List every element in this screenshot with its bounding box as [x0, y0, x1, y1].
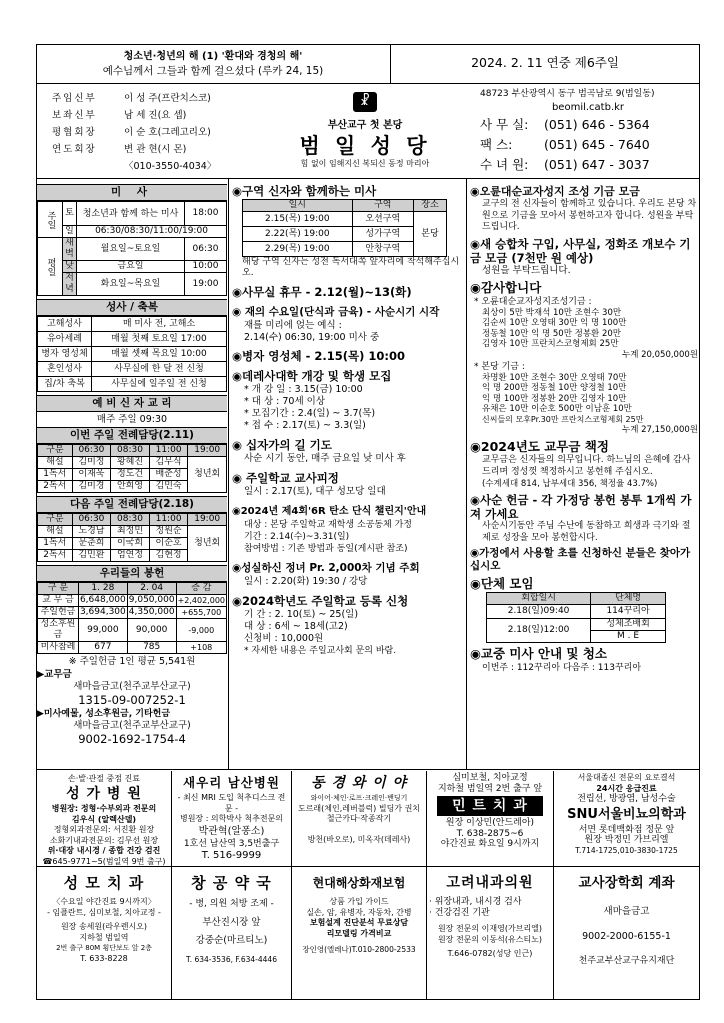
ad-donggyeong-wire: 동 경 와 이 야 와이어·체인·로프·크레인·밴딩기 도르래(체인,레버블럭) 빌딩가 권치 철근카다·작종작기 방천(바오로), 미옥자(데레사) — [292, 771, 427, 866]
lent-title: ◉사순 헌금 - 각 가정당 봉헌 봉투 1개씩 가져 가세요 — [470, 493, 692, 521]
ad-goryeo-clinic: 고려내과의원 · 위장내과, 내시경 검사 · 건강검진 기관 원장 전문의 이재영(가브리엘) 원장 전문의 이동석(유스티노) T.646-0782(성당 인근) — [427, 867, 554, 999]
header-divider — [390, 44, 391, 84]
ash-wednesday-title: ◉ 재의 수요일(단식과 금육) - 사순시기 시작 — [232, 306, 440, 318]
account-bank-2: 새마을금고(천주교부산교구) — [73, 720, 191, 731]
middle-column: ◉구역 신자와 함께하는 미사 일시 구역 장소 2.15(목) 19:00 오션구역 본당 2.22(목) 19:00 성가구역 2.29(목) 19:00 안창구역 해당 구역 신자는 성전 독서대쪽 앞자리에 착석해주십시오. ◉사무실 휴무 - 2.12(월)~13(화) ◉ 재의 수요일(단식과 금육) - 사순시기 시작 재를 미리에 얹는 예식 : 2.14(수) 06:30, 19:00 미사 중 ◉병자 영성체 - 2.15(목) 10:00 ◉데레사대학 개강 및 학생 모집 * 개 강 일 : 3.15(금) 10:00 * 대 상 : 70세 이상 * 모집기간 : 2.4(일) ~ 3.7(목) * 접 수 : 2.17(토) ~ 3.3(일) ◉ 십자가의 길 기도 사순 시기 동안, 매주 금요일 낮 미사 후 ◉ 주일학교 교사피정 일시 : 2.17(토), 대구 성모당 일대 ◉2024년 제4회'6R 탄소 단식 챌린지'안내 대상 : 본당 주일학교 재학생 소공동체 가정 기간 : 2.14(수)~3.31(일) 참여방법 : 기존 방법과 동일(게시판 참조) ◉성실하신 정녀 Pr. 2,000차 기념 주회 일시 : 2.20(화) 19:30 / 강당 ◉2024학년도 주일학교 등록 신청 기 간 : 2. 10(토) ~ 25(일) 대 상 : 6세 ~ 18세(고2) 신청비 : 10,000원 * 자세한 내용은 주일교사회 문의 바람. — [232, 181, 463, 657]
mass-table: 주일 토 청소년과 함께 하는 미사 18:00 일 06:30/08:30/11:00/19:00 평일 새벽 월요일~토요일 06:30 낮 금요일 10:00 저녁 화요일~목요일 19:00 — [37, 201, 227, 296]
staff-phone: 〈010-3550-4034〉 — [124, 161, 217, 172]
account-label-2: ▶미사예물, 성소후원금, 기타헌금 — [37, 709, 171, 719]
district-mass-title: ◉구역 신자와 함께하는 미사 — [232, 184, 377, 198]
ad-snu-urology: 서울대졸신 전문의 요로결석 24시간 응급진료 전립선, 방광염, 남성수술 SNU서울비뇨의학과 서면 롯데백화점 정문 앞 원장 박정민 가브리엘 T.714-1725,010-3830-1725 — [567, 773, 686, 855]
account-num-1: 1315-09-007252-1 — [78, 693, 186, 707]
university-title: ◉데레사대학 개강 및 학생 모집 — [232, 369, 392, 383]
candle-title: ◉가정에서 사용할 초를 신청하신 분들은 찾아가십시오 — [470, 547, 691, 572]
sick-communion: ◉병자 영성체 - 2.15(목) 10:00 — [232, 349, 405, 363]
ad-saeuri-hospital: 새우리 남산병원 - 최신 MRI 도입 척추디스크 전문 - 병원장 : 의학박사 척추전문의 박관혁(알퐁소) 1호선 남산역 3,5번출구 T. 516-9999 — [172, 771, 292, 866]
ad-sungga-hospital: 손·발·관절 중점 진료 성 가 병 원 병원장: 정형·수부외과 전문의 김우식 (알렉산델) 정형외과전문의: 서진환 원장 소화기내과전문의: 김무선 원장 위·대장 내시경 / 종합 건강 검진 ☎645-9771~5(범일역 9번 출구) — [37, 771, 172, 866]
duty-next-table: 구분 06:30 08:30 11:00 19:00 해설 노경남 최정민 정원순 청년회 1독서 문춘희 이국희 이순호 2독서 김민환 엄연정 김현정 — [37, 513, 227, 562]
thanks-title: ◉감사합니다 — [470, 279, 542, 295]
cleaning-title: ◉교중 미사 안내 및 청소 — [470, 646, 607, 661]
building-fund-title: ◉새 승합차 구입, 사무실, 정화조 개보수 기금 모금 (7천만 원 예상) — [470, 236, 691, 265]
ad-mint-dental: 심미보철, 치아교정 지하철 범일역 2번 출구 앞 민 트 치 과 원장 이상민(안드레아) T. 638-2875~6 야간진료 화요일 9시까지 — [427, 771, 554, 866]
shrine-title: ◉오륜대순교자성지 조성 기금 모금 — [470, 185, 640, 198]
ad-hyundai-insurance: 현대해상화재보험 상품 가입 가이드 실손, 암, 유병자, 자동차, 간병 보험설계 진단분석 무료상담 리모델링 가격비교 장인영(엘레나)T.010-2800-2533 — [292, 867, 427, 999]
offering-table: 구 분 1. 28 2. 04 증 감 교 무 금 6,648,000 9,050,000 +2,402,000 주일헌금 3,694,300 4,350,000 +655,700 성소후원금 99,000 90,000 -9,000 미사참례 677 785 +108 — [37, 582, 227, 654]
website[interactable]: beomil.catb.kr — [551, 102, 625, 113]
church-logo-icon: ☧ — [353, 92, 377, 112]
ad-changgong-pharmacy: 창 공 약 국 - 병, 의원 처방 조제 - 부산진시장 앞 강중순(마르티노) T. 634-3536, F.634-4446 — [172, 867, 292, 999]
stations-cross-title: ◉ 십자가의 길 기도 — [232, 438, 332, 452]
office-closed: ◉사무실 휴무 - 2.12(월)~13(화) — [232, 285, 412, 299]
account-bank-1: 새마을금고(천주교부산교구) — [73, 681, 191, 692]
groups-table: 회합일시 단체명 2.18(일)09:40 114꾸리아 2.18(일)12:00 성체조배회 M . E — [486, 592, 666, 643]
offering-note: ※ 주일헌금 1인 평균 5,541원 — [68, 656, 196, 667]
contact-block: 48723 부산광역시 동구 범곡남로 9(범일동) beomil.catb.kr 사 무 실: (051) 646 - 5364 팩 스: (051) 645 - 7640 수 녀 원: (051) 647 - 3037 — [480, 88, 696, 175]
district-note: 해당 구역 신자는 성전 독서대쪽 앞자리에 착석해주십시오. — [242, 257, 460, 278]
left-column — [37, 184, 227, 747]
church-slogan: 힘 없이 임해지신 복되신 동정 마리아 — [300, 159, 430, 168]
ad-teacher-scholarship: 교사장학회 계좌 새마을금고 9002-2000-6155-1 천주교부산교구유지재단 — [578, 875, 675, 966]
district-table: 일시 구역 장소 2.15(목) 19:00 오션구역 본당 2.22(목) 19:00 성가구역 2.29(목) 19:00 안창구역 — [242, 199, 447, 257]
duty-this-title: 이번 주일 전례담당(2.11) — [37, 427, 227, 444]
groups-title: ◉단체 모임 — [470, 576, 534, 591]
address: 48723 부산광역시 동구 범곡남로 9(범일동) — [480, 89, 655, 99]
carbon-challenge-title: ◉2024년 제4회'6R 탄소 단식 챌린지'안내 — [232, 506, 427, 517]
sacraments-title: 성사 / 축복 — [37, 299, 227, 316]
account-label-1: ▶교무금 — [37, 669, 72, 680]
sunday-school-title: ◉2024학년도 주일학교 등록 신청 — [232, 594, 409, 608]
issue-date: 2024. 2. 11 연중 제6주일 — [471, 55, 619, 70]
teacher-retreat-title: ◉ 주일학교 교사피정 — [232, 471, 339, 485]
staff-list: 주임신부 이 성 주(프란치스코) 보좌신부 남 세 진(요 셉) 평협회장 이 순 호(그레고리오) 연도회장 변 관 현(시 몬) 〈010-3550-4034〉 — [52, 90, 262, 175]
right-column: ◉오륜대순교자성지 조성 기금 모금 교구의 전 신자들이 함께하고 있습니다. 우리도 본당 차원으로 기금을 모아서 봉헌하고자 합니다. 성원을 부탁드립니다. ◉새 승합차 구입, 사무실, 정화조 개보수 기금 모금 (7천만 원 예상) 성원을 부탁드립니다. ◉감사합니다 * 오륜대순교자성지조성기금 : 최상이 5만 박재석 10만 조현수 30만 김순씨 10만 오영태 30만 익 명 100만 정동철 10만 익 명 50만 정봉환 20만 김영자 10만 프란치스코형제회 25만 누계 20,050,000원 * 본당 기금 : 차명환 10만 조현수 30만 오영태 70만 익 명 200만 정동철 10만 양정철 10만 익 명 100만 정봉환 20만 김영자 10만 유채은 10만 이순호 500만 이남훈 10만 신씨들의 모후Pr.30만 프란치스코형제회 25만 누계 27,150,000원 ◉2024년도 교무금 책정 교무금은 신자들의 의무입니다. 하느님의 은혜에 감사드리며 정성껏 책정하시고 봉헌해 주십시오. (수계세대 814, 납부세대 356, 책정율 43.7%) ◉사순 헌금 - 각 가정당 봉헌 봉투 1개씩 가져 가세요 사순시기동안 주님 수난에 동참하고 희생과 극기와 절제로 성장을 모아 봉헌합시다. ◉가정에서 사용할 초를 신청하신 분들은 찾아가십시오 ◉단체 모임 회합일시 단체명 2.18(일)09:40 114꾸리아 2.18(일)12:00 성체조배회 M . E ◉교중 미사 안내 및 청소 이번주 : 112꾸리아 다음주 : 113꾸리아 — [470, 185, 698, 673]
catechumen-time: 매주 주일 09:30 — [96, 414, 168, 425]
account-num-2: 9002-1692-1754-4 — [78, 732, 186, 746]
legion-title: ◉성실하신 정녀 Pr. 2,000차 기념 주회 — [232, 562, 420, 574]
catechumen-title: 예 비 신 자 교 리 — [37, 395, 227, 412]
theme-quote: 예수님께서 그들과 함께 걸으셨다 (루카 24, 15) — [102, 65, 324, 77]
theme-line: 청소년·청년의 해 (1) '환대와 경청의 해' — [123, 51, 303, 62]
duty-this-table: 구분 06:30 08:30 11:00 19:00 해설 김미정 황혜진 김무식 청년회 1독서 이재욱 정도건 배준성 2독서 김미경 안희영 김민숙 — [37, 444, 227, 493]
sacraments-table: 고해성사 매 미사 전, 고해소 유아세례 매월 첫째 토요일 17:00 병자 영성체 매월 셋째 목요일 10:00 혼인성사 사무실에 한 달 전 신청 집/차 축복 사무실에 일주일 전 신청 — [37, 316, 227, 392]
church-name: 범 일 성 당 — [299, 134, 431, 158]
offering-title: 우리들의 봉헌 — [37, 565, 227, 582]
ad-sungmo-dental: 성 모 치 과 〈수요일 야간진료 9시까지〉 - 임플란트, 심미보철, 치아교정 - 원장 송세원(라우렌시오) 지하철 범일역 2번 출구 80M 횡단보도 앞 2층 T. 633-8228 — [37, 867, 172, 999]
mass-title: 미 사 — [37, 184, 227, 201]
church-subtitle: 부산교구 첫 본당 — [327, 120, 403, 131]
dues-title: ◉2024년도 교무금 책정 — [470, 439, 609, 454]
duty-next-title: 다음 주일 전례담당(2.18) — [37, 496, 227, 513]
